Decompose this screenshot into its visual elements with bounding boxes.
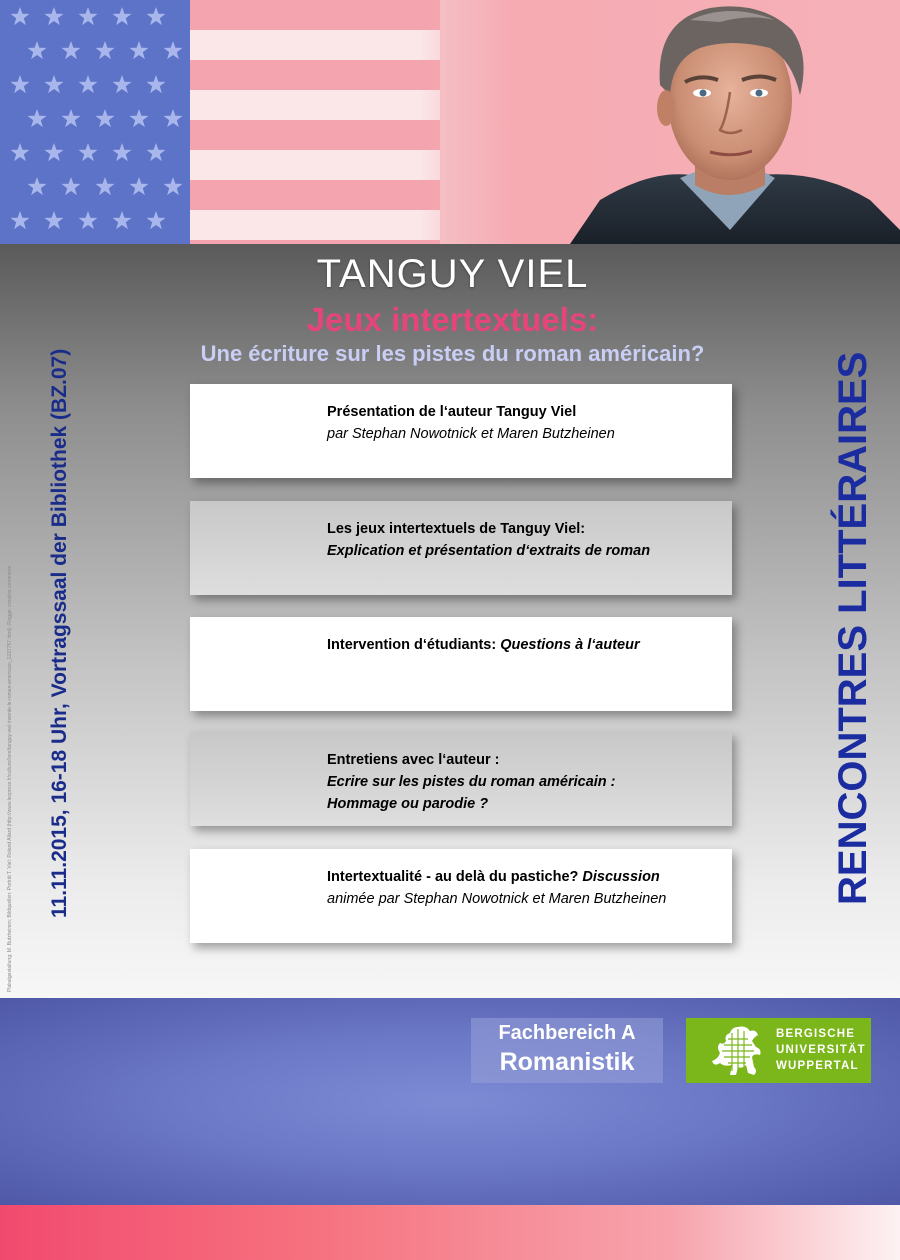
author-portrait	[560, 0, 900, 244]
program-item-title: Entretiens avec l‘auteur :	[327, 752, 500, 768]
flag-star	[113, 7, 132, 25]
program-item-detail: Hommage ou parodie ?	[327, 796, 489, 812]
program-item-title: Les jeux intertextuels de Tanguy Viel:	[327, 521, 586, 537]
flag-star	[79, 75, 98, 93]
program-item-detail: animée par Stephan Nowotnick et Maren Butzheinen	[327, 891, 667, 907]
flag-star	[96, 177, 115, 195]
flag-star	[62, 177, 81, 195]
flag-star	[28, 109, 47, 127]
lion-icon	[708, 1023, 768, 1079]
flag-star	[45, 211, 64, 229]
department-box	[471, 1018, 663, 1083]
flag-star	[45, 143, 64, 161]
flag-star	[113, 211, 132, 229]
department-line1: Fachbereich A	[498, 1022, 636, 1044]
program-item-title-italic: Questions à l‘auteur	[500, 637, 640, 653]
flag-star	[164, 41, 183, 59]
flag-canton	[0, 0, 190, 244]
footer-color-bar	[0, 1205, 900, 1260]
flag-star	[62, 41, 81, 59]
university-logo	[686, 1018, 871, 1083]
page-title: TANGUY VIEL	[316, 252, 589, 296]
flag-star	[62, 109, 81, 127]
flag-star	[11, 7, 30, 25]
program-item-2	[190, 501, 732, 595]
header-banner	[0, 0, 900, 244]
program-item-detail: Explication et présentation d‘extraits de roman	[327, 543, 651, 559]
program-item-detail: par Stephan Nowotnick et Maren Butzheinen	[327, 426, 615, 442]
flag-star	[164, 109, 183, 127]
flag-star	[11, 211, 30, 229]
flag-star	[113, 143, 132, 161]
flag-star	[79, 211, 98, 229]
flag-star	[79, 7, 98, 25]
flag-star	[147, 7, 166, 25]
flag-star	[130, 109, 149, 127]
image-credit: Plakatgestaltung: M. Butzheinen; Bildquellen: Porträt T. Viel: Roland Allard (http://www.lexpress.fr/culture/livre/tanguy-viel-invente-le-roman-americain_1237757.html); Flagge: creative commons	[7, 566, 13, 992]
program-item-title-italic: Discussion	[582, 869, 660, 885]
flag-star	[130, 177, 149, 195]
program-item-5	[190, 849, 732, 943]
university-line2: UNIVERSITÄT	[776, 1044, 866, 1056]
series-title: RENCONTRES LITTÉRAIRES	[831, 351, 875, 905]
flag-star	[96, 41, 115, 59]
flag-star	[45, 75, 64, 93]
flag-star	[45, 7, 64, 25]
subtitle-main: Jeux intertextuels:	[306, 301, 599, 338]
university-line3: WUPPERTAL	[776, 1060, 859, 1072]
flag-star	[11, 75, 30, 93]
flag-star	[79, 143, 98, 161]
flag-star	[11, 143, 30, 161]
flag-star	[96, 109, 115, 127]
program-item-3	[190, 617, 732, 711]
program-item-detail: Ecrire sur les pistes du roman américain :	[327, 774, 616, 790]
flag-star	[28, 41, 47, 59]
flag-star	[113, 75, 132, 93]
date-venue: 11.11.2015, 16-18 Uhr, Vortragssaal der Bibliothek (BZ.07)	[48, 348, 71, 918]
program-item-title: Intertextualité - au delà du pastiche?	[327, 869, 579, 885]
flag-star	[28, 177, 47, 195]
flag-star	[147, 75, 166, 93]
program-item-1	[190, 384, 732, 478]
flag-star	[147, 143, 166, 161]
university-line1: BERGISCHE	[776, 1028, 856, 1040]
program-item-title: Présentation de l‘auteur Tanguy Viel	[327, 404, 577, 420]
program-item-title: Intervention d‘étudiants:	[327, 637, 497, 653]
flag-star	[130, 41, 149, 59]
department-line2: Romanistik	[499, 1048, 635, 1076]
subtitle-sub: Une écriture sur les pistes du roman américain?	[200, 341, 705, 366]
flag-stripes	[190, 0, 440, 244]
program-item-4	[190, 732, 732, 826]
flag-star	[147, 211, 166, 229]
flag-stars	[0, 0, 190, 244]
flag-star	[164, 177, 183, 195]
